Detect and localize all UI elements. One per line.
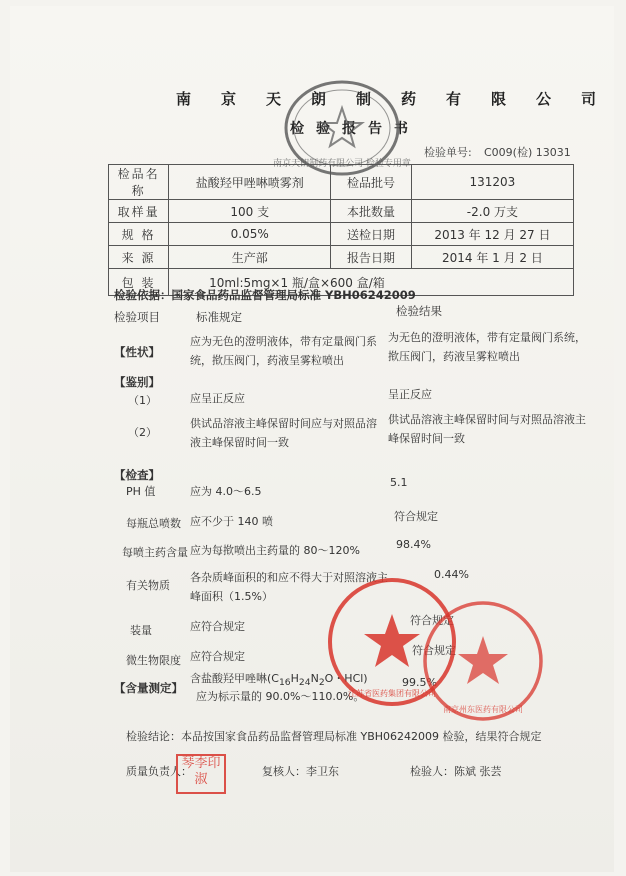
spec-value: 0.05% — [169, 223, 331, 246]
per-spray-standard: 应为每揿喷出主药量的 80～120% — [190, 544, 360, 557]
assay-standard-line1: 含盐酸羟甲唑啉($C_{16}H_{24}N_2O$・HCl) — [190, 672, 368, 689]
table-row — [109, 200, 574, 223]
qc-stamp-text: 南京天朗制药有限公司 检验专用章 — [273, 159, 411, 169]
batch-qty-value: -2.0 万支 — [411, 200, 573, 223]
conclusion: 检验结论：本品按国家食品药品监督管理局标准 YBH06242009 检验，结果符合规定 — [126, 730, 542, 743]
micro-standard: 应符合规定 — [190, 650, 245, 663]
ident-result-2: 供试品溶液主峰保留时间与对照品溶液主峰保留时间一致 — [388, 413, 586, 445]
table-row — [109, 165, 574, 200]
source-value: 生产部 — [169, 246, 331, 269]
identification-section: 【鉴别】 — [114, 375, 160, 389]
sprays-result: 符合规定 — [394, 510, 438, 523]
col-result-header: 检验结果 — [396, 304, 442, 318]
qa-seal: 琴李印淑 — [176, 754, 226, 794]
company-name: 南京天朗制药有限公司 — [176, 90, 626, 108]
col-item-header: 检验项目 — [114, 310, 160, 324]
ident-standard-1: 应呈正反应 — [190, 392, 245, 405]
send-date-label: 送检日期 — [331, 223, 412, 246]
micro-result: 符合规定 — [412, 644, 456, 657]
inspector: 检验人：陈斌 张芸 — [410, 765, 502, 778]
test-basis: 检验依据：国家食品药品监督管理局标准 YBH06242009 — [114, 288, 416, 302]
qc-stamp-icon — [273, 78, 411, 178]
ident-item-1: （1） — [128, 394, 157, 407]
character-section: 【性状】 — [114, 345, 160, 359]
product-label: 检品名称 — [109, 165, 169, 200]
fill-result: 符合规定 — [410, 614, 454, 627]
info-table — [108, 164, 574, 296]
assay-section: 【含量测定】 — [114, 681, 183, 695]
qa-label: 质量负责人： — [126, 765, 192, 778]
per-spray-item: 每喷主药含量 — [122, 546, 188, 559]
report-date-value: 2014 年 1 月 2 日 — [411, 246, 573, 269]
per-spray-result: 98.4% — [396, 538, 431, 551]
sample-value: 100 支 — [169, 200, 331, 223]
micro-item: 微生物限度 — [126, 654, 181, 667]
character-standard: 应为无色的澄明液体，带有定量阀门系统，揿压阀门，药液呈雾粒喷出 — [190, 335, 377, 367]
col-standard-header: 标准规定 — [196, 310, 242, 324]
report-paper — [10, 6, 626, 872]
character-result: 为无色的澄明液体，带有定量阀门系统，揿压阀门，药液呈雾粒喷出 — [388, 331, 586, 363]
doc-no-label: 检验单号: — [424, 146, 472, 159]
sample-label: 取样量 — [109, 200, 169, 223]
spec-label: 规 格 — [109, 223, 169, 246]
fill-standard: 应符合规定 — [190, 620, 245, 633]
fill-item: 装量 — [130, 624, 152, 637]
ident-item-2: （2） — [128, 426, 157, 439]
product-value: 盐酸羟甲唑啉喷雾剂 — [169, 165, 331, 200]
ph-standard: 应为 4.0～6.5 — [190, 485, 262, 498]
source-label: 来 源 — [109, 246, 169, 269]
package-label: 包 装 — [109, 269, 169, 296]
ph-item: PH 值 — [126, 485, 156, 498]
related-standard: 各杂质峰面积的和应不得大于对照溶液主峰面积（1.5%） — [190, 571, 388, 603]
table-row — [109, 246, 574, 269]
red-stamp-right-icon — [418, 596, 548, 726]
doc-no-value: C009(检) 13031 — [484, 146, 571, 159]
assay-result: 99.5% — [402, 676, 437, 689]
sprays-item: 每瓶总喷数 — [126, 517, 181, 530]
batch-label: 检品批号 — [331, 165, 412, 200]
related-result: 0.44% — [434, 568, 469, 581]
ident-result-1: 呈正反应 — [388, 388, 432, 401]
related-item: 有关物质 — [126, 579, 170, 592]
sprays-standard: 应不少于 140 喷 — [190, 515, 273, 528]
ph-result: 5.1 — [390, 476, 408, 489]
package-value: 10ml:5mg×1 瓶/盒×600 盒/箱 — [169, 269, 574, 296]
batch-value: 131203 — [411, 165, 573, 200]
table-row — [109, 223, 574, 246]
inspection-section: 【检查】 — [114, 468, 160, 482]
doc-title: 检验报告书 — [290, 121, 420, 137]
batch-qty-label: 本批数量 — [331, 200, 412, 223]
reviewer: 复核人：李卫东 — [262, 765, 339, 778]
send-date-value: 2013 年 12 月 27 日 — [411, 223, 573, 246]
red-stamp-left-text: 江苏省医药集团有限公司 — [348, 689, 436, 698]
red-stamp-right-text: 南京州东医药有限公司 — [443, 705, 523, 714]
ident-standard-2: 供试品溶液主峰保留时间应与对照品溶液主峰保留时间一致 — [190, 417, 377, 449]
assay-standard-line2: 应为标示量的 90.0%～110.0%。 — [196, 690, 365, 703]
report-date-label: 报告日期 — [331, 246, 412, 269]
